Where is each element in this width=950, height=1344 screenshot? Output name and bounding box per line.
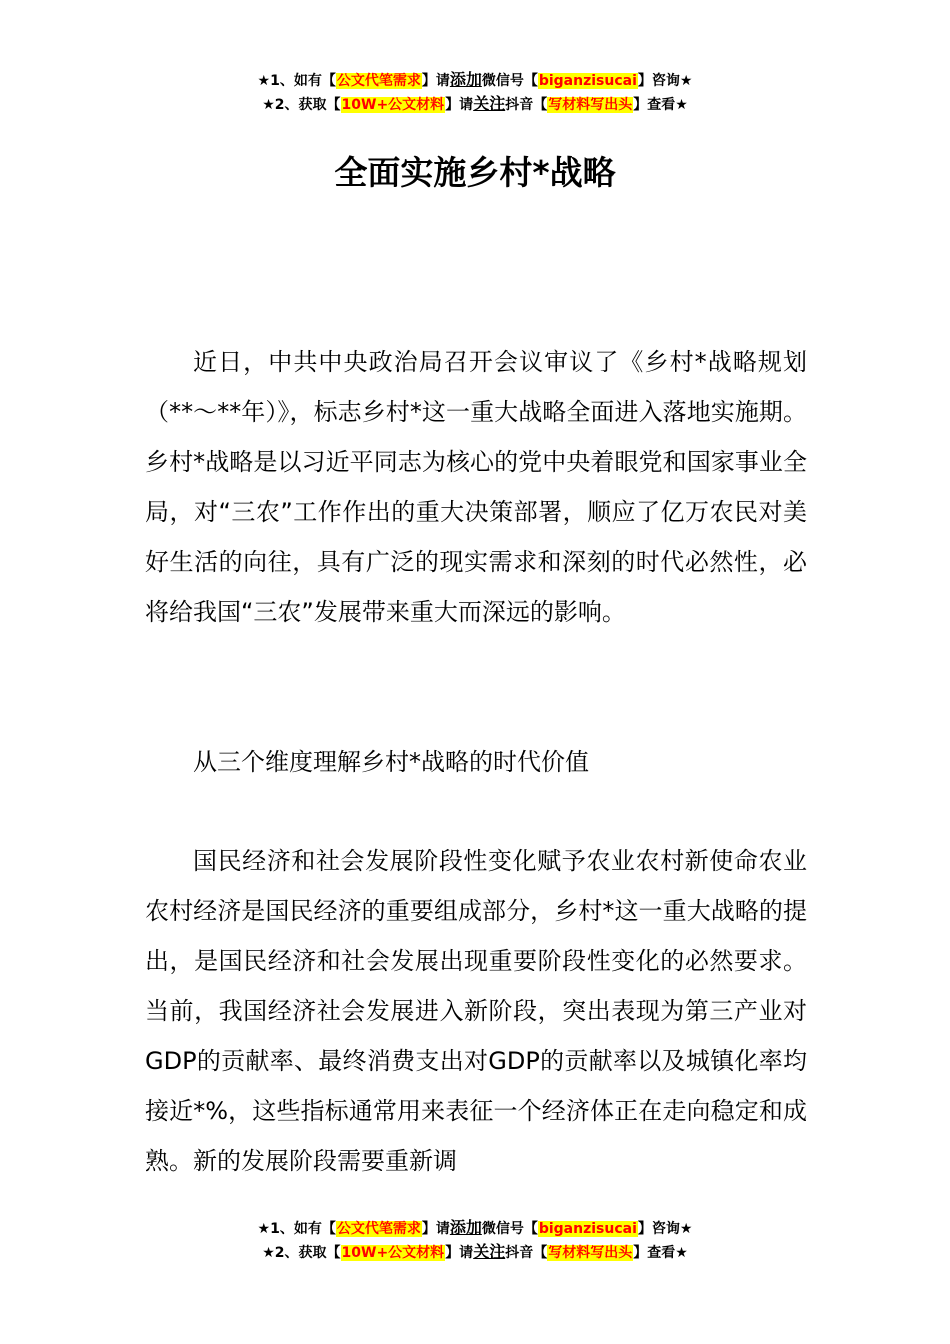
header-banner — [0, 68, 950, 116]
banner-line1-suffix: 】咨询★ — [637, 73, 693, 89]
banner-highlight-materials: 10W+公文材料 — [341, 97, 445, 113]
footer-line1-emph: 添加 — [449, 1218, 482, 1237]
banner-line1-mid2: 微信号【 — [481, 73, 538, 89]
footer-line2-mid2: 抖音【 — [505, 1245, 548, 1261]
footer-highlight-douyin-id: 写材料写出头 — [548, 1245, 633, 1261]
footer-line2-emph: 关注 — [473, 1242, 506, 1261]
banner-highlight-service: 公文代笔需求 — [336, 73, 421, 89]
paragraph-text: 国民经济和社会发展阶段性变化赋予农业农村新使命农业农村经济是国民经济的重要组成部分，乡村*这一重大战略的提出，是国民经济和社会发展出现重要阶段性变化的必然要求。当前，我国经济社会发展进入新阶段，突出表现为第三产业对GDP的贡献率、最终消费支出对GDP的贡献率以及城镇化率均接近*%，这些指标通常用来表征一个经济体正在走向稳定和成熟。新的发展阶段需要重新调 — [145, 847, 807, 1175]
footer-line1-prefix: ★1、如有【 — [257, 1221, 336, 1237]
footer-line1-mid2: 微信号【 — [481, 1221, 538, 1237]
footer-highlight-service: 公文代笔需求 — [336, 1221, 421, 1237]
banner-highlight-wechat-id: biganzisucai — [538, 73, 637, 89]
document-title: 全面实施乡村*战略 — [334, 153, 616, 192]
banner-line2-mid2: 抖音【 — [505, 97, 548, 113]
banner-line1-mid1: 】请 — [421, 73, 450, 89]
footer-highlight-materials: 10W+公文材料 — [341, 1245, 445, 1261]
footer-line2-prefix: ★2、获取【 — [262, 1245, 341, 1261]
footer-line2-mid1: 】请 — [445, 1245, 474, 1261]
footer-line1-mid1: 】请 — [421, 1221, 450, 1237]
banner-line2-mid1: 】请 — [445, 97, 474, 113]
section-heading-text: 从三个维度理解乡村*战略的时代价值 — [193, 748, 589, 776]
banner-line-1 — [0, 68, 950, 92]
footer-highlight-wechat-id: biganzisucai — [538, 1221, 637, 1237]
banner-line2-prefix: ★2、获取【 — [262, 97, 341, 113]
banner-line1-prefix: ★1、如有【 — [257, 73, 336, 89]
paragraph-text: 近日，中共中央政治局召开会议审议了《乡村*战略规划（**～**年）》，标志乡村*这一重大战略全面进入落地实施期。乡村*战略是以习近平同志为核心的党中央着眼党和国家事业全局，对“三农”工作作出的重大决策部署，顺应了亿万农民对美好生活的向往，具有广泛的现实需求和深刻的时代必然性，必将给我国“三农”发展带来重大而深远的影响。 — [145, 348, 807, 626]
footer-line-1 — [0, 1216, 950, 1240]
banner-line2-suffix: 】查看★ — [633, 97, 688, 113]
banner-line2-emph: 关注 — [473, 94, 506, 113]
footer-line2-suffix: 】查看★ — [633, 1245, 688, 1261]
paragraph-body — [145, 836, 807, 1186]
section-heading — [145, 737, 807, 787]
banner-line-2 — [0, 92, 950, 116]
footer-line1-suffix: 】咨询★ — [637, 1221, 693, 1237]
paragraph-intro — [145, 337, 807, 637]
banner-line1-emph: 添加 — [449, 70, 482, 89]
footer-line-2 — [0, 1240, 950, 1264]
footer-banner — [0, 1216, 950, 1264]
banner-highlight-douyin-id: 写材料写出头 — [548, 97, 633, 113]
